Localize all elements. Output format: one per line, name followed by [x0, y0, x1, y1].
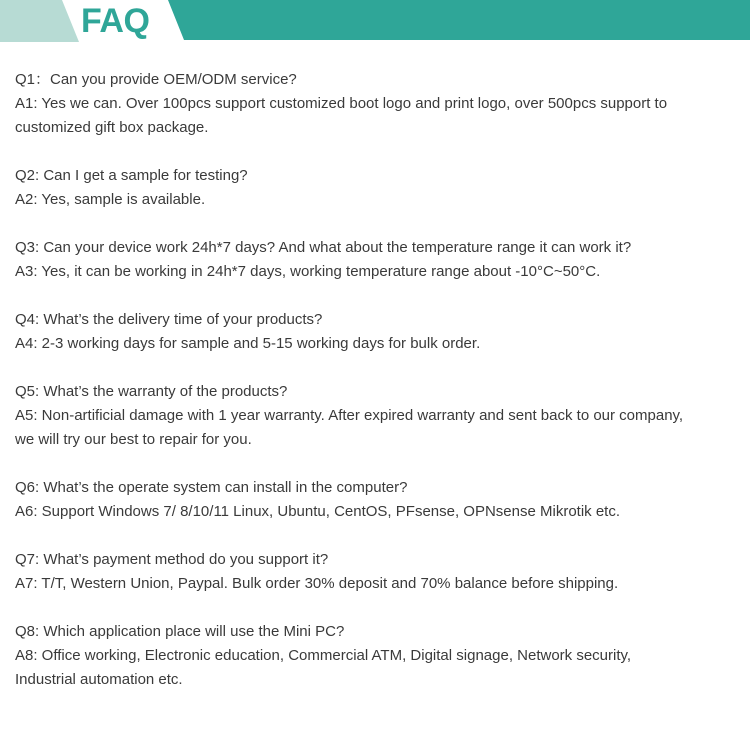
faq-title: FAQ — [81, 2, 150, 40]
faq-question: Q1：Can you provide OEM/ODM service? — [15, 71, 297, 88]
faq-item — [15, 308, 740, 356]
faq-item — [15, 164, 740, 212]
faq-item — [15, 620, 740, 692]
faq-item — [15, 380, 740, 452]
faq-item — [15, 476, 740, 524]
faq-answer-line: A8: Office working, Electronic education, Commercial ATM, Digital signage, Network security, — [15, 647, 632, 664]
faq-item — [15, 548, 740, 596]
faq-list — [0, 42, 750, 692]
faq-header — [0, 0, 750, 42]
faq-answer-line: we will try our best to repair for you. — [15, 431, 252, 448]
faq-answer-line: Industrial automation etc. — [15, 671, 183, 688]
faq-question: Q6: What’s the operate system can install in the computer? — [15, 479, 408, 496]
faq-item — [15, 236, 740, 284]
faq-answer-line: A5: Non-artificial damage with 1 year warranty. After expired warranty and sent back to our company, — [15, 407, 684, 424]
faq-item — [15, 68, 740, 140]
faq-answer-line: customized gift box package. — [15, 119, 209, 136]
faq-answer-line: A3: Yes, it can be working in 24h*7 days, working temperature range about -10°C~50°C. — [15, 263, 601, 280]
faq-question: Q2: Can I get a sample for testing? — [15, 167, 248, 184]
faq-question: Q3: Can your device work 24h*7 days? And what about the temperature range it can work it? — [15, 239, 632, 256]
faq-answer-line: A7: T/T, Western Union, Paypal. Bulk order 30% deposit and 70% balance before shipping. — [15, 575, 619, 592]
faq-question: Q5: What’s the warranty of the products? — [15, 383, 288, 400]
faq-question: Q7: What’s payment method do you support it? — [15, 551, 329, 568]
faq-question: Q8: Which application place will use the Mini PC? — [15, 623, 345, 640]
faq-answer-line: A2: Yes, sample is available. — [15, 191, 206, 208]
faq-answer-line: A6: Support Windows 7/ 8/10/11 Linux, Ubuntu, CentOS, PFsense, OPNsense Mikrotik etc. — [15, 503, 621, 520]
faq-question: Q4: What’s the delivery time of your products? — [15, 311, 323, 328]
faq-answer-line: A4: 2-3 working days for sample and 5-15 working days for bulk order. — [15, 335, 481, 352]
faq-answer-line: A1: Yes we can. Over 100pcs support customized boot logo and print logo, over 500pcs support to — [15, 95, 668, 112]
